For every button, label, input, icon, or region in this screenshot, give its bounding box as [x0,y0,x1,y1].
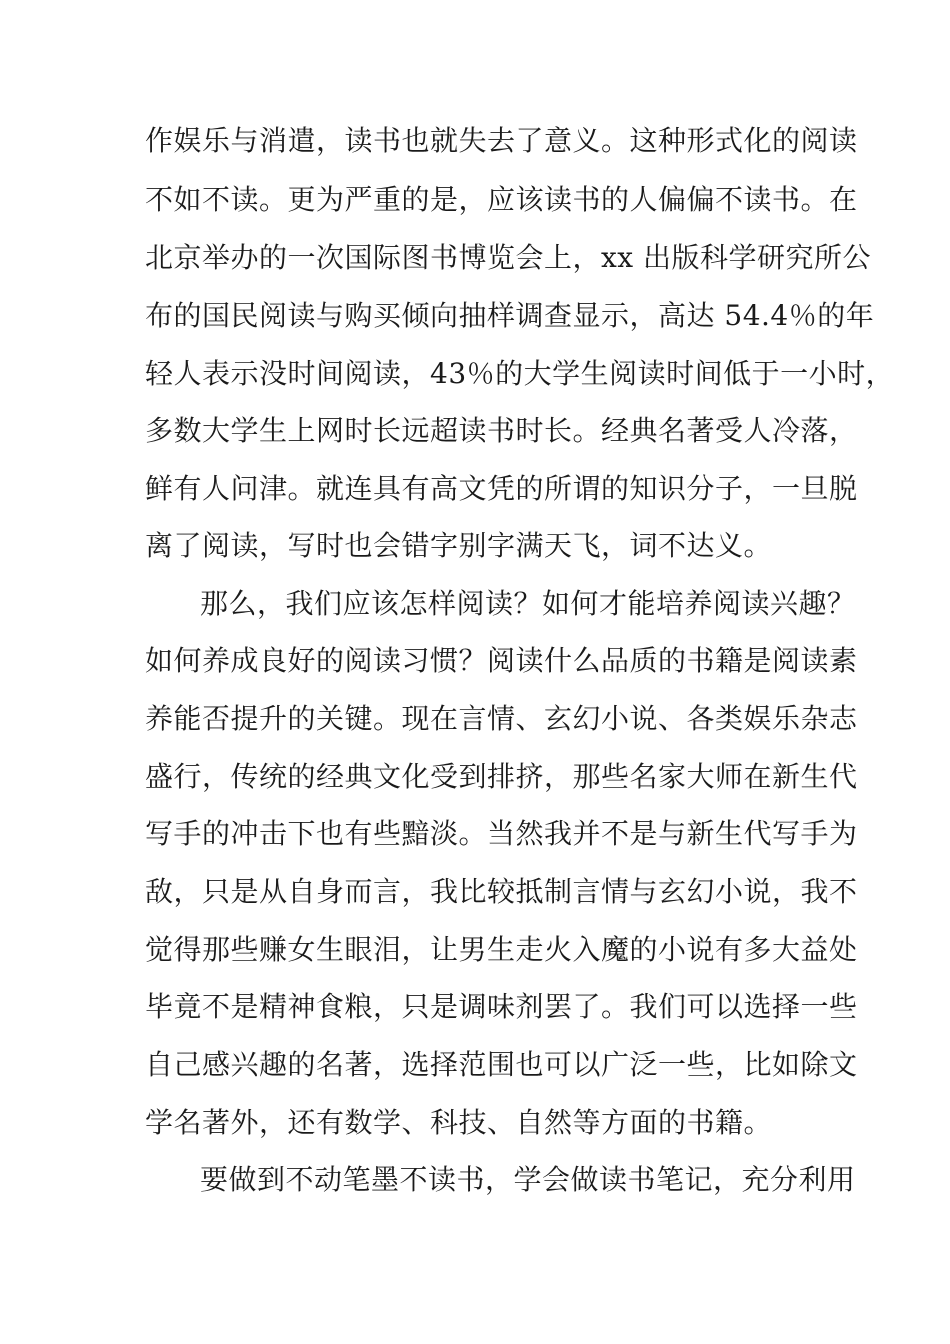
text-line: 布的国民阅读与购买倾向抽样调查显示，高达 54.4％的年 [145,299,875,332]
paragraph-start-line: 那么，我们应该怎样阅读？如何才能培养阅读兴趣？ [200,587,856,620]
text-line: 养能否提升的关键。现在言情、玄幻小说、各类娱乐杂志 [145,702,858,735]
paragraph-start-line: 要做到不动笔墨不读书，学会做读书笔记，充分利用 [200,1163,856,1196]
text-line: 作娱乐与消遣，读书也就失去了意义。这种形式化的阅读 [145,124,858,157]
text-line: 北京举办的一次国际图书博览会上，xx 出版科学研究所公 [145,241,871,274]
text-line: 盛行，传统的经典文化受到排挤，那些名家大师在新生代 [145,760,858,793]
text-line: 写手的冲击下也有些黯淡。当然我并不是与新生代写手为 [145,817,858,850]
text-line: 轻人表示没时间阅读，43％的大学生阅读时间低于一小时， [145,357,895,390]
text-line: 学名著外，还有数学、科技、自然等方面的书籍。 [145,1106,773,1139]
text-line: 觉得那些赚女生眼泪，让男生走火入魔的小说有多大益处 [145,933,858,966]
text-line: 如何养成良好的阅读习惯？阅读什么品质的书籍是阅读素 [145,644,858,677]
text-line: 鲜有人问津。就连具有高文凭的所谓的知识分子，一旦脱 [145,472,858,505]
text-line: 不如不读。更为严重的是，应该读书的人偏偏不读书。在 [145,183,858,216]
text-line: 毕竟不是精神食粮，只是调味剂罢了。我们可以选择一些 [145,990,858,1023]
text-line: 离了阅读，写时也会错字别字满天飞，词不达义。 [145,529,773,562]
text-line: 多数大学生上网时长远超读书时长。经典名著受人冷落， [145,414,858,447]
text-line: 敌，只是从自身而言，我比较抵制言情与玄幻小说，我不 [145,875,858,908]
text-line: 自己感兴趣的名著，选择范围也可以广泛一些，比如除文 [145,1048,858,1081]
